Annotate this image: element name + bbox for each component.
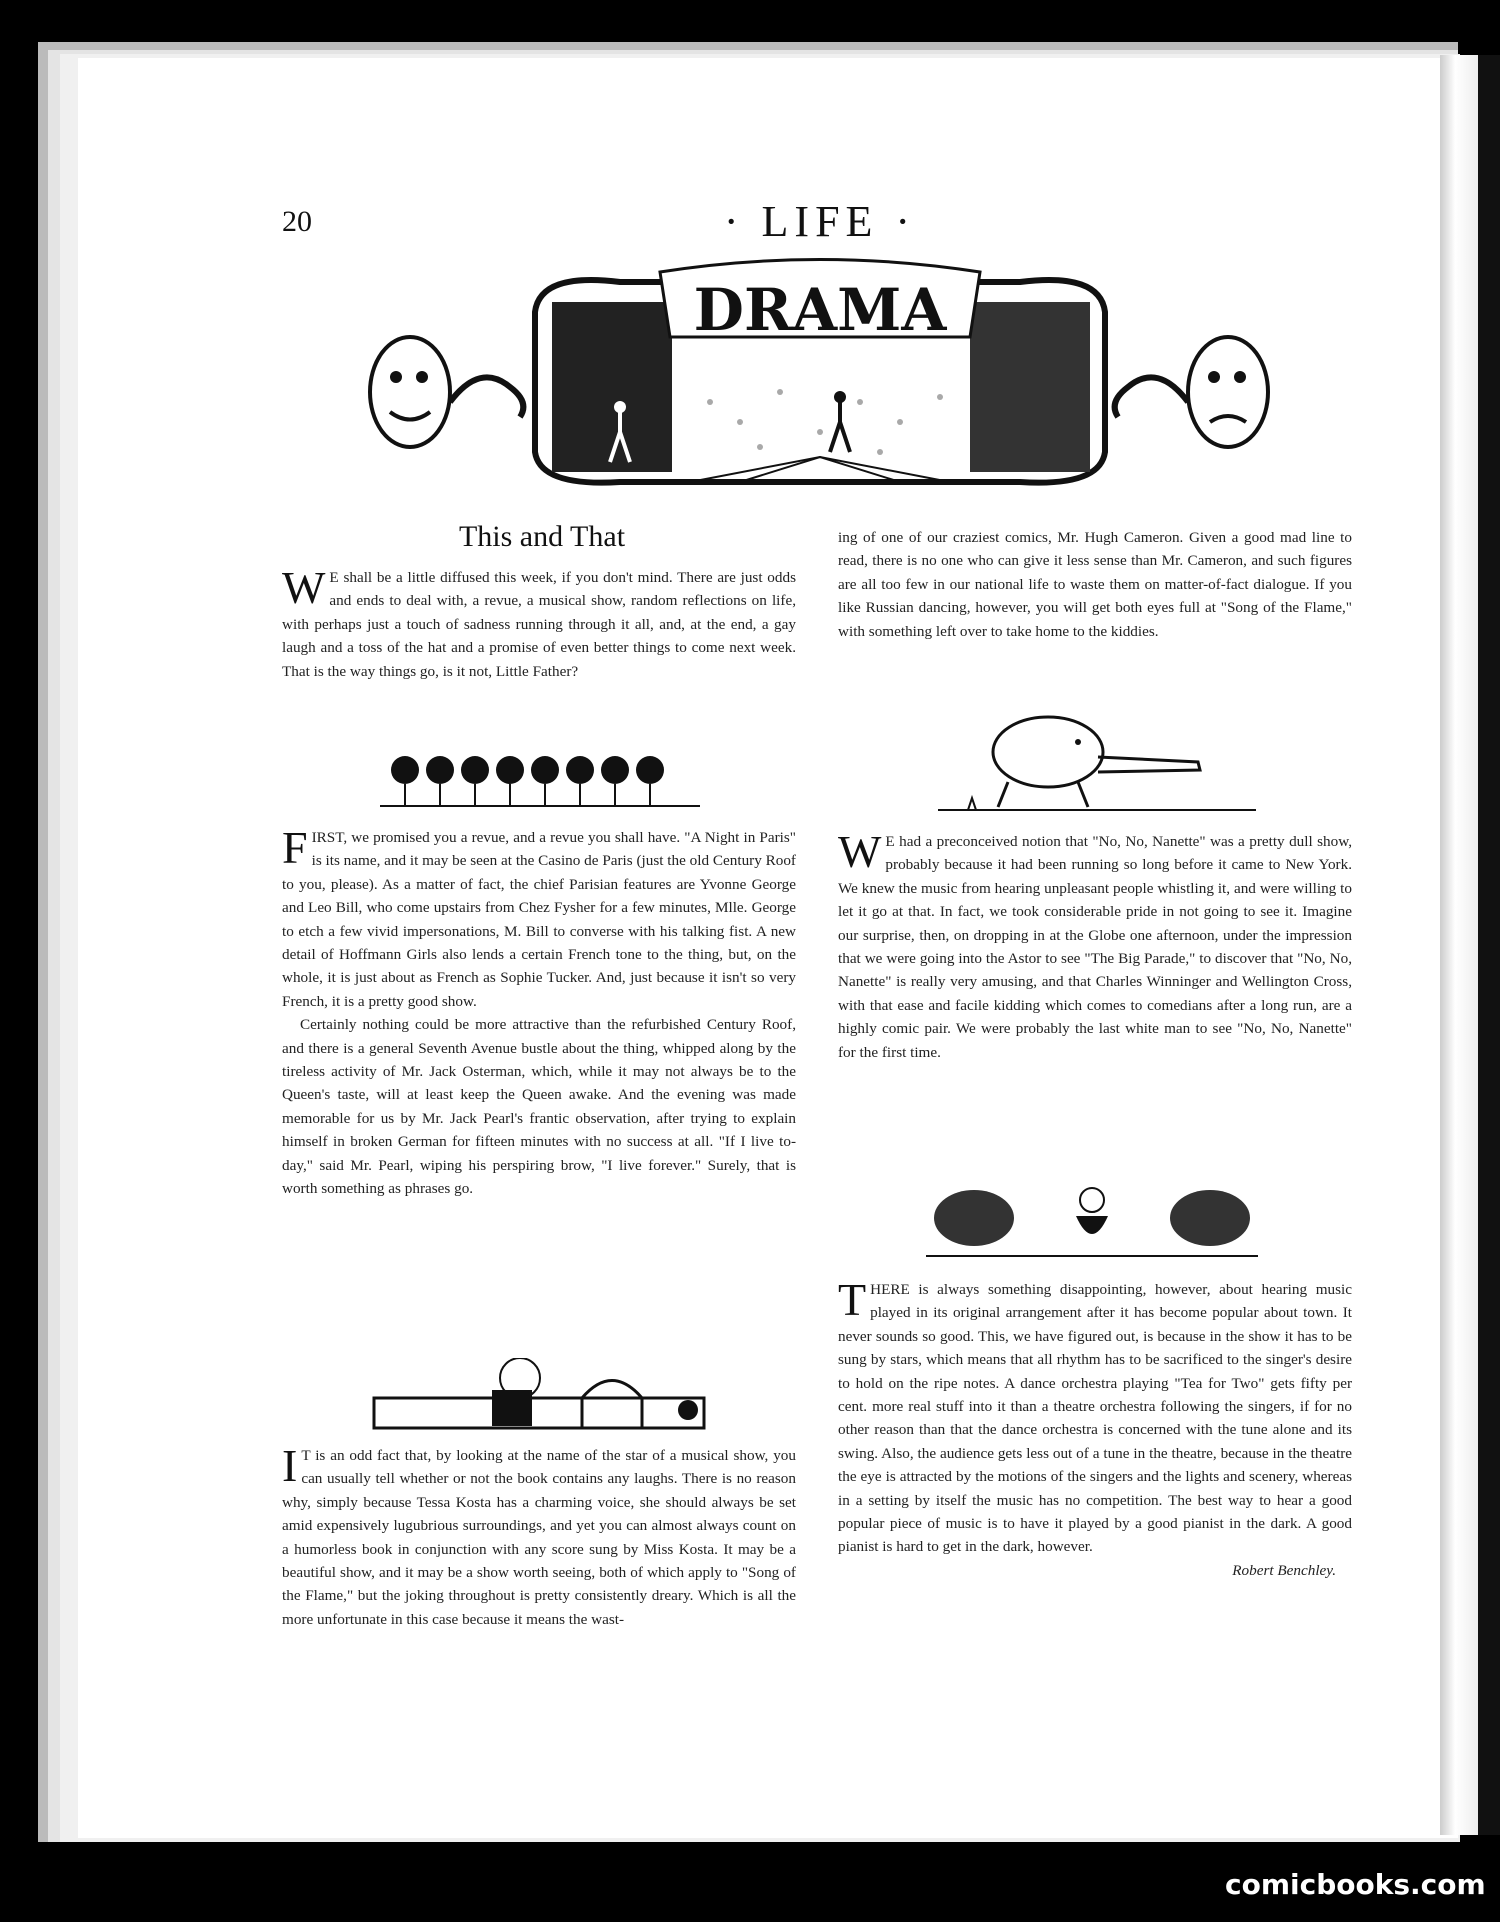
left-column xyxy=(282,562,796,683)
drop-cap: I xyxy=(282,1440,298,1491)
drop-cap: T xyxy=(838,1274,867,1325)
page-number: 20 xyxy=(282,205,312,238)
scroll-ornament xyxy=(1115,377,1188,417)
left-column-continued xyxy=(282,822,796,1201)
paragraph-text: E shall be a little diffused this week, if you don't mind. There are just odds and ends to deal with, a revue, a musical show, random reflections on life, with perhaps just a touch of sadness running through it all, and, at the end, a gay laugh and a toss of the hat and a promise of even better things to come next week. That is the way things go, is it not, Little Father? xyxy=(282,569,796,680)
paragraph: ing of one of our craziest comics, Mr. Hugh Cameron. Given a good mad line to read, there is no one who can give it less sense than Mr. Cameron, and such figures are all too few in our national life to waste them on matter-of-fact dialogue. If you like Russian dancing, however, you will get both eyes full at "Song of the Flame," with something left over to take home to the kiddies. xyxy=(838,529,1352,640)
drop-cap: W xyxy=(838,826,882,877)
right-column-final xyxy=(838,1274,1352,1582)
paragraph: Certainly nothing could be more attractive than the refurbished Century Roof, and there is a general Seventh Avenue bustle about the thing, whipped along by the tireless activity of Mr. Jack Osterman, which, while it may not always be to the Queen's taste, will at least keep the Queen awake. And the evening was made memorable for us by Mr. Jack Pearl's frantic observation, after trying to explain himself in broken German for fifteen minutes with no success at all. "If I live to-day," said Mr. Pearl, wiping his perspiring brow, "I live forever." Surely, that is worth something as phrases go. xyxy=(282,1016,796,1198)
stage-scene-illustration xyxy=(372,1358,708,1432)
paragraph-text: E had a preconceived notion that "No, No, Nanette" was a pretty dull show, probably because it had been running so long before it came to New York. We knew the music from hearing unpleasant people whistling it, and were willing to let it go at that. In fact, we took considerable pride in not going to see it. Imagine our surprise, then, on dropping in at the Globe one afternoon, under the impression that we were going into the Astor to see "The Big Parade," to discover that "No, No, Nanette" is really very amusing, and that Charles Winninger and Wellington Cross, with that ease and facile kidding which comes to comedians after a long run, are a highly comic pair. We were probably the last white man to see "No, No, Nanette" for the first time. xyxy=(838,833,1352,1061)
paragraph xyxy=(282,1440,796,1631)
paragraph-text: IRST, we promised you a revue, and a revue you shall have. "A Night in Paris" is its name, and it may be seen at the Casino de Paris (just the old Century Roof to you, please). As a matter of fact, the chief Parisian features are Yvonne George and Leo Bill, who come upstairs from Chez Fysher for a few minutes, Mlle. George to etch a few vivid impersonations, M. Bill to converse with his talking fist. A new detail of Hoffmann Girls also lends a certain French tone to the thing, but, on the whole, it is just about as French as Sophie Tucker. And, just because it isn't so very French, it is a pretty good show. xyxy=(282,829,796,1010)
paragraph xyxy=(282,562,796,683)
stage-right-dark xyxy=(970,302,1090,472)
right-column-continued xyxy=(838,826,1352,1064)
comedy-mask-icon xyxy=(370,337,450,447)
paragraph xyxy=(838,1274,1352,1559)
left-column-final xyxy=(282,1440,796,1631)
paragraph-text: T is an odd fact that, by looking at the name of the star of a musical show, you can usually tell whether or not the book contains any laughs. There is no reason why, simply because Tessa Kosta has a charming voice, she should always be set amid expensively lugubrious surroundings, and yet you can almost always count on a humorless book in conjunction with any score sung by Miss Kosta. It may be a beautiful show, and it may be a show worth seeing, both of which apply to "Song of the Flame," but the joking throughout is pretty consistently dreary. Which is all the more unfortunate in this case because it means the wast- xyxy=(282,1447,796,1628)
drama-header-art xyxy=(360,252,1280,502)
scroll-ornament xyxy=(450,377,523,417)
tragedy-mask-icon xyxy=(1188,337,1268,447)
elephant-dancer-illustration xyxy=(938,702,1256,814)
drop-cap: W xyxy=(282,562,326,613)
site-watermark: comicbooks.com xyxy=(1225,1868,1486,1901)
right-column xyxy=(838,526,1352,643)
paragraph-text: HERE is always something disappointing, however, about hearing music played in its original arrangement after it has become popular about town. It never sounds so good. This, we have figured out, is because in the show it has to be sung by stars, which means that all rhythm has to be sacrificed to the singer's desire to hold on the ripe notes. A dance orchestra playing "Tea for Two" gets fifty per cent. more real stuff into it than a theatre orchestra following the singers, if for no other reason than that the dance orchestra is concerned with the tune alone and its swing. Also, the audience gets less out of a tune in the theatre, because in the theatre the eye is attracted by the motions of the singers and the lights and scenery, whereas in a setting by itself the music has no competition. The best way to hear a good popular piece of music is to have it played by a good pianist in the dark. A good pianist is hard to get in the dark, however. xyxy=(838,1281,1352,1556)
scan-border xyxy=(1478,55,1500,1835)
stage-left-dark xyxy=(552,302,672,472)
article-title: This and That xyxy=(458,520,626,553)
paragraph xyxy=(838,826,1352,1064)
drop-cap: F xyxy=(282,822,308,873)
drama-lettering: DRAMA xyxy=(693,276,947,344)
magazine-title: · LIFE · xyxy=(723,197,917,246)
drama-header-illustration xyxy=(360,252,1280,502)
paragraph xyxy=(282,822,796,1013)
comedians-illustration xyxy=(926,1182,1258,1260)
chorus-line-illustration xyxy=(380,748,700,810)
author-signature: Robert Benchley. xyxy=(1232,1561,1336,1579)
binding-spine xyxy=(1440,55,1478,1835)
